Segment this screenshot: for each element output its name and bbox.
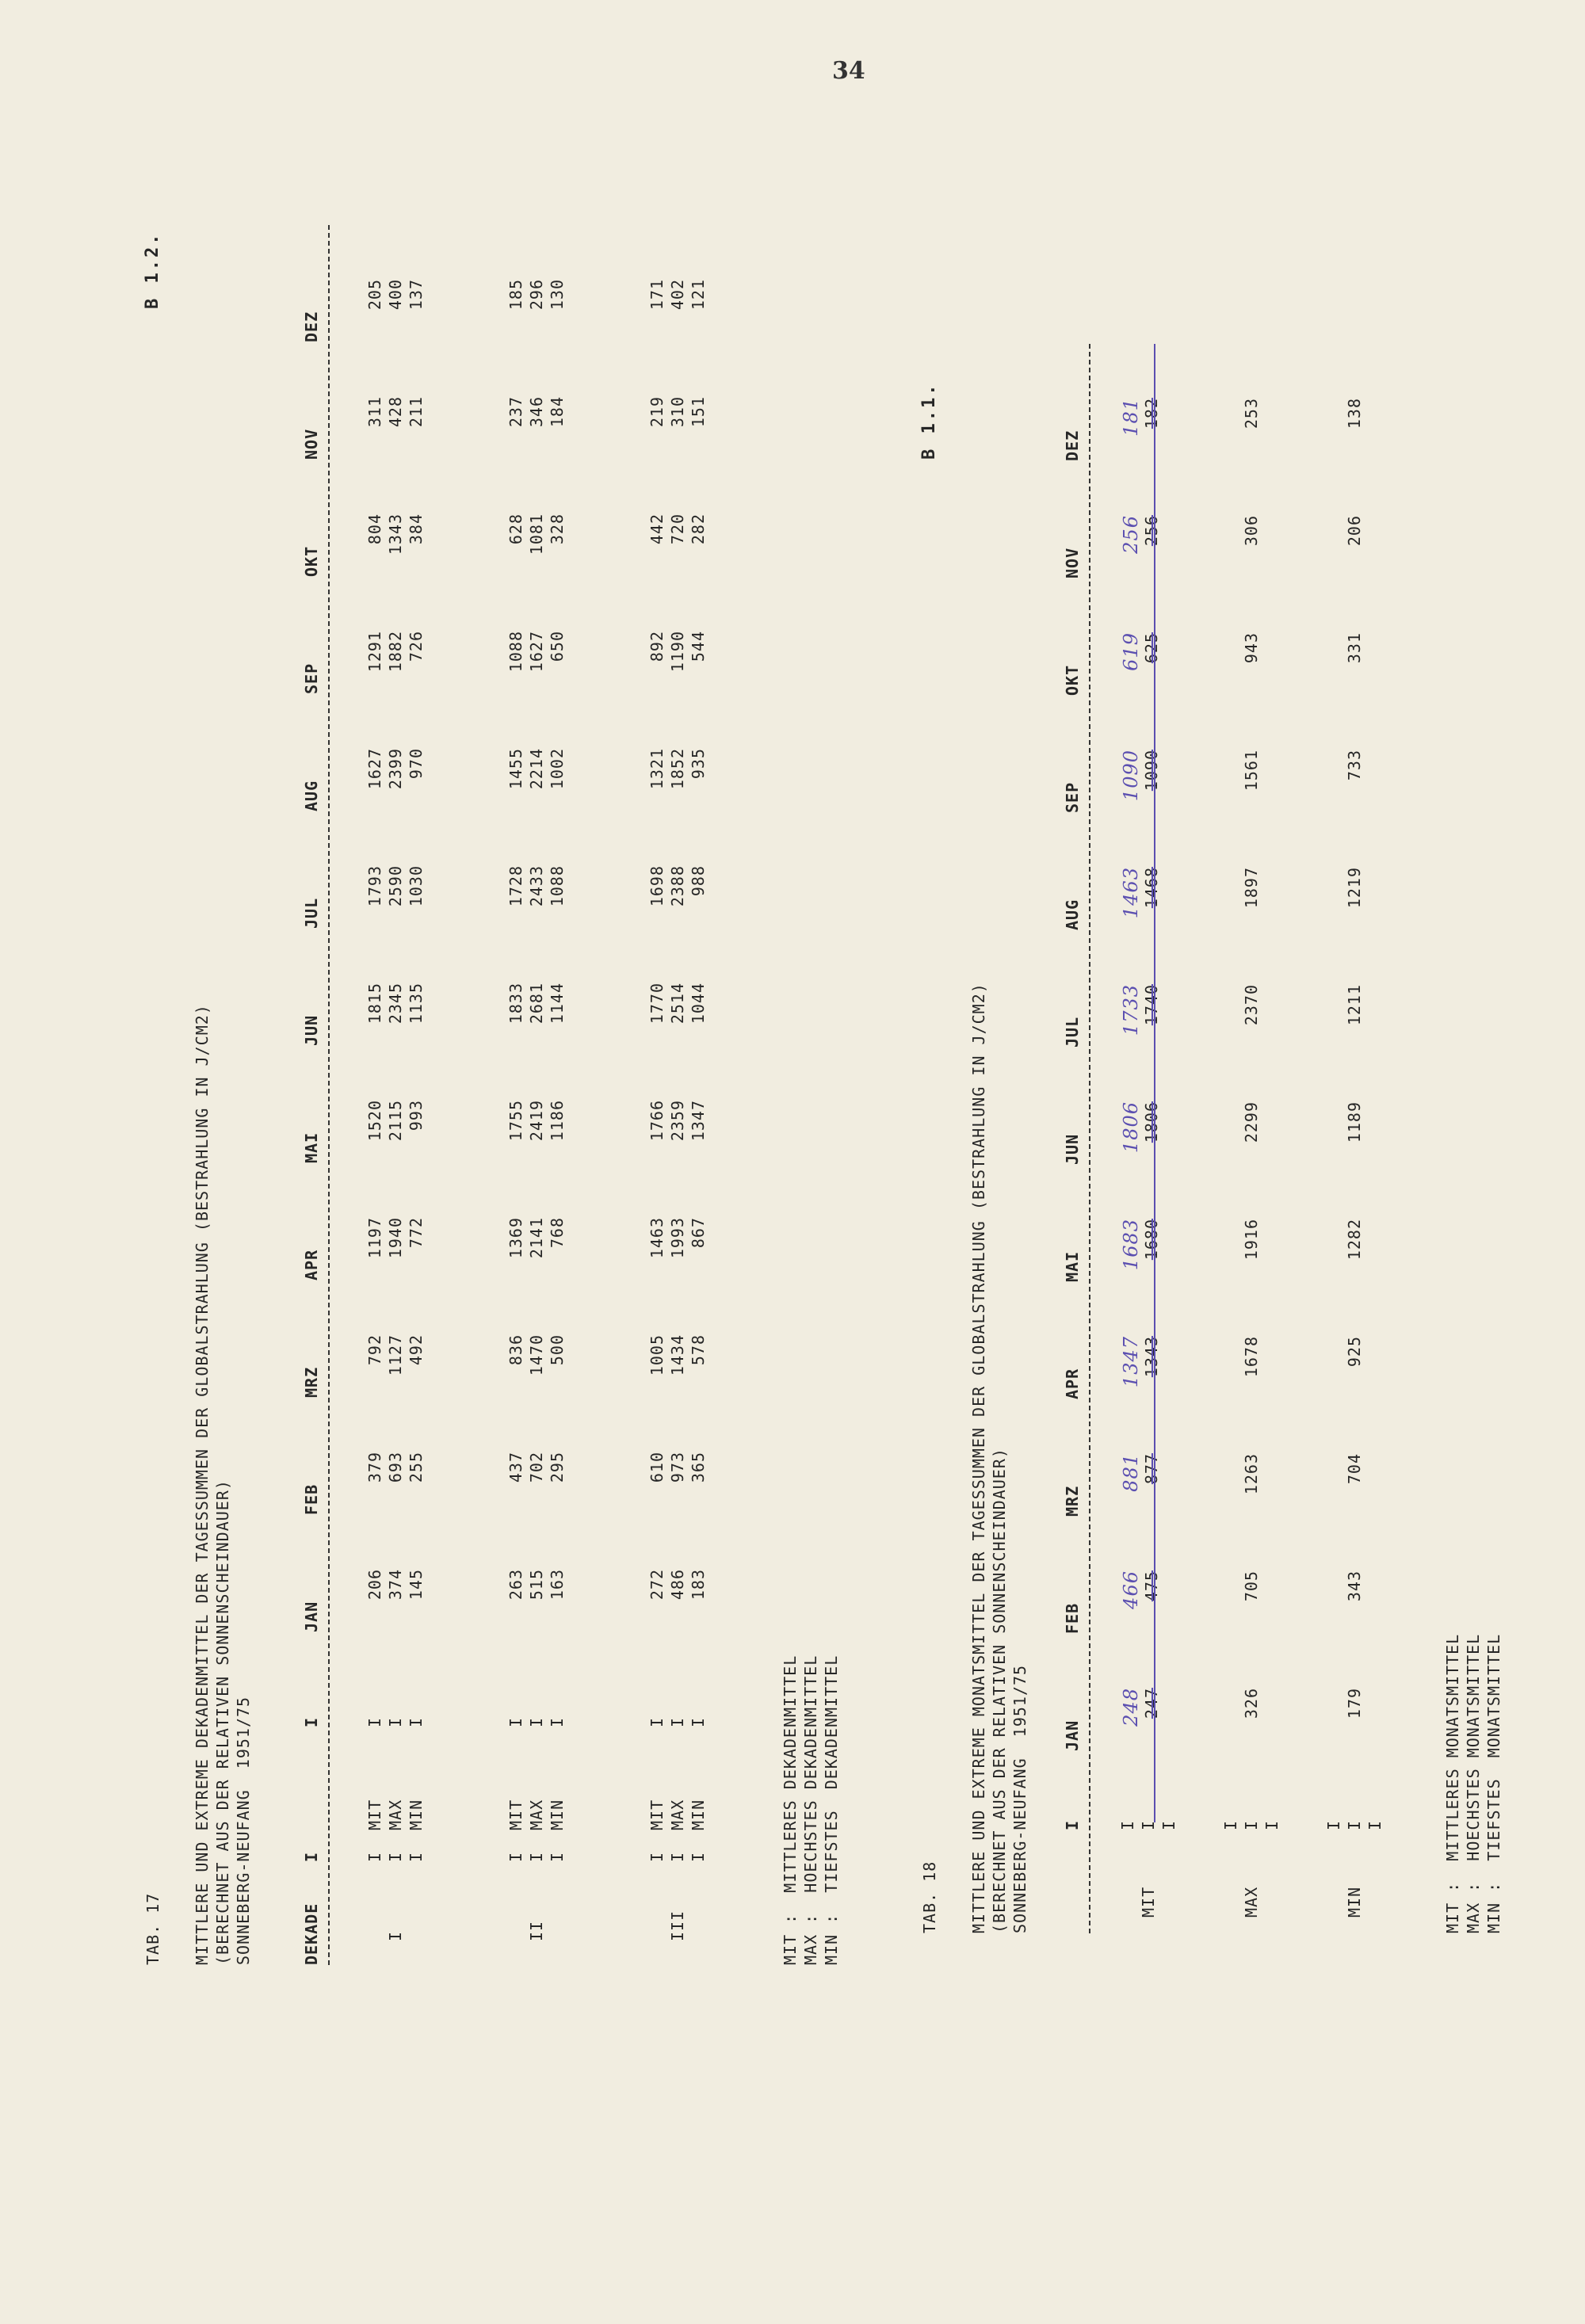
row-type: MIT: [647, 1799, 666, 1830]
table-cell: 428: [386, 396, 405, 428]
column-header: AUG: [302, 780, 321, 811]
table-cell: 211: [407, 396, 426, 428]
table-cell: 2388: [668, 865, 687, 907]
column-header: NOV: [1063, 547, 1082, 578]
table-cell: 1088: [506, 631, 525, 673]
table-cell: 247: [1142, 1688, 1161, 1719]
row-type: MAX: [386, 1799, 405, 1830]
column-header: MRZ: [1063, 1485, 1082, 1517]
table-cell: 1793: [365, 865, 384, 907]
table-cell: 171: [647, 279, 666, 311]
table-cell: 1002: [548, 748, 567, 790]
table-cell: 1197: [365, 1217, 384, 1259]
table-cell: 515: [527, 1569, 546, 1601]
table-cell: 1698: [647, 865, 666, 907]
table-cell: 185: [506, 279, 525, 311]
table-cell: 121: [689, 279, 708, 311]
row-separator: I: [668, 1716, 687, 1727]
table-cell: 331: [1345, 632, 1364, 664]
table-cell: 219: [647, 396, 666, 428]
table-cell: 702: [527, 1452, 546, 1483]
table-cell: 1434: [668, 1334, 687, 1376]
handwritten-value: 1683: [1120, 1219, 1142, 1271]
table-cell: 255: [407, 1452, 426, 1483]
column-header: AUG: [1063, 899, 1082, 930]
handwritten-value: 619: [1120, 632, 1142, 671]
table-cell: 1770: [647, 983, 666, 1025]
table-cell: 925: [1345, 1336, 1364, 1368]
row-type: MAX: [527, 1799, 546, 1830]
table-cell: 544: [689, 631, 708, 662]
column-header: DEZ: [1063, 429, 1082, 461]
table-cell: 1127: [386, 1334, 405, 1376]
table-cell: 2141: [527, 1217, 546, 1259]
table-cell: 1852: [668, 748, 687, 790]
table-cell: 206: [1345, 515, 1364, 547]
table-cell: 1190: [668, 631, 687, 673]
table-cell: 1833: [506, 983, 525, 1025]
table-cell: 151: [689, 396, 708, 428]
table-cell: 237: [506, 396, 525, 428]
legend-item: MIT : MITTLERES MONATSMITTEL: [1443, 1633, 1462, 1933]
row-separator: I: [548, 1716, 567, 1727]
table-tag: B 1.1.: [919, 382, 939, 460]
handwritten-value: 181: [1120, 398, 1142, 437]
table-cell: 578: [689, 1334, 708, 1366]
row-separator: I: [668, 1851, 687, 1862]
table-cell: 442: [647, 513, 666, 545]
legend-item: MIN : TIEFSTES MONATSMITTEL: [1484, 1633, 1503, 1933]
table-cell: 1470: [527, 1334, 546, 1376]
table-cell: 1211: [1345, 984, 1364, 1026]
table-cell: 500: [548, 1334, 567, 1366]
row-type: MIT: [506, 1799, 525, 1830]
table-cell: 2214: [527, 748, 546, 790]
handwritten-value: 256: [1120, 515, 1142, 554]
table-cell: 184: [548, 396, 567, 428]
table-cell: 130: [548, 279, 567, 311]
column-header: SEP: [302, 662, 321, 694]
table-cell: 2514: [668, 983, 687, 1025]
row-separator: I: [1345, 1819, 1364, 1830]
row-separator: I: [506, 1716, 525, 1727]
handwritten-value: 248: [1120, 1688, 1142, 1727]
column-header: MAI: [1063, 1250, 1082, 1282]
legend-item: MIT : MITTLERES DEKADENMITTEL: [781, 1654, 800, 1965]
table-cell: 282: [689, 513, 708, 545]
column-header: OKT: [302, 545, 321, 577]
table-cell: 867: [689, 1217, 708, 1249]
table-grid: [301, 0, 841, 1965]
row-separator: I: [1324, 1819, 1343, 1830]
table-cell: 1005: [647, 1334, 666, 1376]
table-cell: 1369: [506, 1217, 525, 1259]
table-cell: 1081: [527, 513, 546, 555]
table-title-line: SONNEBERG-NEUFANG 1951/75: [234, 1696, 253, 1965]
row-separator: I: [647, 1851, 666, 1862]
table-cell: 836: [506, 1334, 525, 1366]
row-separator: I: [1118, 1819, 1137, 1830]
table-cell: 650: [548, 631, 567, 662]
table-cell: 693: [386, 1452, 405, 1483]
row-separator: I: [407, 1716, 426, 1727]
table-cell: 804: [365, 513, 384, 545]
handwritten-value: 881: [1120, 1453, 1142, 1492]
column-header: MRZ: [302, 1366, 321, 1398]
table-title-line: (BERECHNET AUS DER RELATIVEN SONNENSCHEINDAUER): [213, 1479, 232, 1965]
table-cell: 720: [668, 513, 687, 545]
table-cell: 253: [1242, 398, 1261, 429]
table-cell: 263: [506, 1569, 525, 1601]
row-separator: I: [407, 1851, 426, 1862]
table-cell: 768: [548, 1217, 567, 1249]
row-separator: I: [386, 1851, 405, 1862]
handwritten-value: 1806: [1120, 1101, 1142, 1154]
table-cell: 343: [1345, 1570, 1364, 1602]
table-cell: 475: [1142, 1570, 1161, 1602]
table-cell: 993: [407, 1100, 426, 1131]
table-cell: 183: [689, 1569, 708, 1601]
table-cell: 705: [1242, 1570, 1261, 1602]
table-17: [143, 0, 856, 1965]
handwritten-value: 1733: [1120, 984, 1142, 1036]
table-cell: 973: [668, 1452, 687, 1483]
table-cell: 365: [689, 1452, 708, 1483]
table-cell: 1463: [647, 1217, 666, 1259]
table-cell: 346: [527, 396, 546, 428]
row-separator: I: [647, 1716, 666, 1727]
table-cell: 704: [1345, 1453, 1364, 1485]
row-type: MIN: [1345, 1886, 1364, 1918]
row-separator: I: [1159, 1819, 1178, 1830]
table-cell: 2681: [527, 983, 546, 1025]
column-separator: I: [302, 1851, 321, 1862]
group-label: I: [386, 1930, 405, 1941]
row-separator: I: [527, 1851, 546, 1862]
table-cell: 1263: [1242, 1453, 1261, 1495]
table-cell: 988: [689, 865, 708, 897]
table-cell: 733: [1345, 750, 1364, 781]
column-header: APR: [1063, 1368, 1082, 1399]
column-header: SEP: [1063, 781, 1082, 813]
table-cell: 163: [548, 1569, 567, 1601]
table-cell: 486: [668, 1569, 687, 1601]
row-type: MIN: [407, 1799, 426, 1830]
table-cell: 256: [1142, 515, 1161, 547]
table-cell: 1144: [548, 983, 567, 1025]
table-cell: 2299: [1242, 1101, 1261, 1143]
table-cell: 1627: [365, 748, 384, 790]
table-cell: 1090: [1142, 750, 1161, 792]
column-header: JAN: [1063, 1719, 1082, 1751]
table-cell: 384: [407, 513, 426, 545]
legend: [1442, 1634, 1504, 1933]
handwritten-value: 1463: [1120, 867, 1142, 919]
column-separator: I: [1063, 1819, 1082, 1830]
row-separator: I: [386, 1716, 405, 1727]
table-cell: 1030: [407, 865, 426, 907]
row-type: MAX: [668, 1799, 687, 1830]
table-cell: 1135: [407, 983, 426, 1025]
table-cell: 1680: [1142, 1219, 1161, 1261]
row-separator: I: [1139, 1819, 1158, 1830]
column-header: JAN: [302, 1601, 321, 1632]
table-tag: B 1.2.: [143, 231, 162, 309]
table-cell: 1291: [365, 631, 384, 673]
table-title-line: MITTLERE UND EXTREME MONATSMITTEL DER TAGESSUMMEN DER GLOBALSTRAHLUNG (BESTRAHLUNG IN J/CM2): [969, 983, 988, 1933]
table-cell: 145: [407, 1569, 426, 1601]
column-header: OKT: [1063, 664, 1082, 696]
table-cell: 1755: [506, 1100, 525, 1142]
table-cell: 326: [1242, 1688, 1261, 1719]
table-cell: 726: [407, 631, 426, 662]
column-header: MAI: [302, 1131, 321, 1163]
table-cell: 772: [407, 1217, 426, 1249]
table-cell: 206: [365, 1569, 384, 1601]
table-cell: 272: [647, 1569, 666, 1601]
table-id: TAB. 17: [143, 1892, 162, 1965]
table-cell: 311: [365, 396, 384, 428]
column-separator: I: [302, 1716, 321, 1727]
table-cell: 1455: [506, 748, 525, 790]
table-cell: 296: [527, 279, 546, 311]
row-type: MIT: [365, 1799, 384, 1830]
table-cell: 2345: [386, 983, 405, 1025]
table-cell: 138: [1345, 398, 1364, 429]
table-cell: 1627: [527, 631, 546, 673]
table-cell: 1766: [647, 1100, 666, 1142]
table-cell: 1343: [386, 513, 405, 555]
table-cell: 1561: [1242, 750, 1261, 792]
column-header: FEB: [302, 1483, 321, 1515]
handwritten-line: [1154, 344, 1155, 1822]
table-cell: 625: [1142, 632, 1161, 664]
handwritten-value: 1347: [1120, 1336, 1142, 1388]
table-cell: 182: [1142, 398, 1161, 429]
table-title-line: MITTLERE UND EXTREME DEKADENMITTEL DER TAGESSUMMEN DER GLOBALSTRAHLUNG (BESTRAHLUNG IN J/CM2): [193, 1004, 212, 1965]
table-cell: 379: [365, 1452, 384, 1483]
table-cell: 1940: [386, 1217, 405, 1259]
table-cell: 295: [548, 1452, 567, 1483]
table-cell: 205: [365, 279, 384, 311]
table-cell: 628: [506, 513, 525, 545]
table-cell: 1993: [668, 1217, 687, 1259]
table-cell: 1916: [1242, 1219, 1261, 1261]
table-cell: 1282: [1345, 1219, 1364, 1261]
legend-item: MIN : TIEFSTES DEKADENMITTEL: [822, 1654, 841, 1965]
group-label: II: [527, 1920, 546, 1941]
legend: [780, 1655, 842, 1965]
table-cell: 1806: [1142, 1101, 1161, 1143]
table-cell: 137: [407, 279, 426, 311]
row-separator: I: [689, 1716, 708, 1727]
group-label: III: [668, 1910, 687, 1941]
table-cell: 2115: [386, 1100, 405, 1142]
table-18: [919, 111, 1503, 1933]
row-separator: I: [1242, 1819, 1261, 1830]
table-cell: 1520: [365, 1100, 384, 1142]
column-header: FEB: [1063, 1602, 1082, 1634]
column-header: JUN: [302, 1014, 321, 1046]
legend-item: MAX : HOECHSTES DEKADENMITTEL: [801, 1654, 820, 1965]
table-cell: 1468: [1142, 867, 1161, 909]
table-cell: 792: [365, 1334, 384, 1366]
table-grid: [1062, 111, 1503, 1933]
table-cell: 1343: [1142, 1336, 1161, 1378]
table-cell: 374: [386, 1569, 405, 1601]
table-cell: 892: [647, 631, 666, 662]
column-header: JUL: [1063, 1016, 1082, 1048]
row-separator: I: [527, 1716, 546, 1727]
table-title-line: (BERECHNET AUS DER RELATIVEN SONNENSCHEINDAUER): [990, 1448, 1009, 1933]
table-cell: 1189: [1345, 1101, 1364, 1143]
table-cell: 328: [548, 513, 567, 545]
column-header: JUL: [302, 897, 321, 929]
row-separator: I: [548, 1851, 567, 1862]
column-header: JUN: [1063, 1133, 1082, 1165]
table-cell: 877: [1142, 1453, 1161, 1485]
table-cell: 2370: [1242, 984, 1261, 1026]
column-header: NOV: [302, 428, 321, 460]
table-cell: 1815: [365, 983, 384, 1025]
handwritten-value: 466: [1120, 1570, 1142, 1609]
column-header: APR: [302, 1249, 321, 1280]
header-divider: [328, 225, 330, 1965]
row-separator: I: [506, 1851, 525, 1862]
column-header: DEKADE: [302, 1902, 321, 1965]
row-separator: I: [689, 1851, 708, 1862]
row-type: MIT: [1139, 1886, 1158, 1918]
table-cell: 1347: [689, 1100, 708, 1142]
row-separator: I: [365, 1851, 384, 1862]
table-cell: 492: [407, 1334, 426, 1366]
table-cell: 1088: [548, 865, 567, 907]
table-cell: 2433: [527, 865, 546, 907]
row-type: MAX: [1242, 1886, 1261, 1918]
table-cell: 2419: [527, 1100, 546, 1142]
row-separator: I: [1262, 1819, 1281, 1830]
table-cell: 1321: [647, 748, 666, 790]
table-cell: 1740: [1142, 984, 1161, 1026]
header-divider: [1089, 344, 1090, 1933]
table-title-line: SONNEBERG-NEUFANG 1951/75: [1010, 1664, 1029, 1933]
table-cell: 970: [407, 748, 426, 780]
table-cell: 1882: [386, 631, 405, 673]
table-cell: 310: [668, 396, 687, 428]
row-separator: I: [1221, 1819, 1240, 1830]
table-cell: 1186: [548, 1100, 567, 1142]
table-cell: 1897: [1242, 867, 1261, 909]
table-cell: 943: [1242, 632, 1261, 664]
table-cell: 1044: [689, 983, 708, 1025]
table-cell: 1219: [1345, 867, 1364, 909]
table-cell: 610: [647, 1452, 666, 1483]
legend-item: MAX : HOECHSTES MONATSMITTEL: [1464, 1633, 1483, 1933]
column-header: DEZ: [302, 311, 321, 342]
table-cell: 1678: [1242, 1336, 1261, 1378]
table-cell: 2359: [668, 1100, 687, 1142]
table-cell: 2399: [386, 748, 405, 790]
row-separator: I: [1365, 1819, 1384, 1830]
row-type: MIN: [689, 1799, 708, 1830]
table-id: TAB. 18: [920, 1860, 939, 1933]
table-cell: 935: [689, 748, 708, 780]
table-cell: 400: [386, 279, 405, 311]
table-cell: 179: [1345, 1688, 1364, 1719]
page-number: 34: [832, 57, 865, 85]
handwritten-value: 1090: [1120, 750, 1142, 802]
table-cell: 2590: [386, 865, 405, 907]
row-separator: I: [365, 1716, 384, 1727]
row-type: MIN: [548, 1799, 567, 1830]
table-cell: 402: [668, 279, 687, 311]
table-cell: 1728: [506, 865, 525, 907]
table-cell: 306: [1242, 515, 1261, 547]
table-cell: 437: [506, 1452, 525, 1483]
